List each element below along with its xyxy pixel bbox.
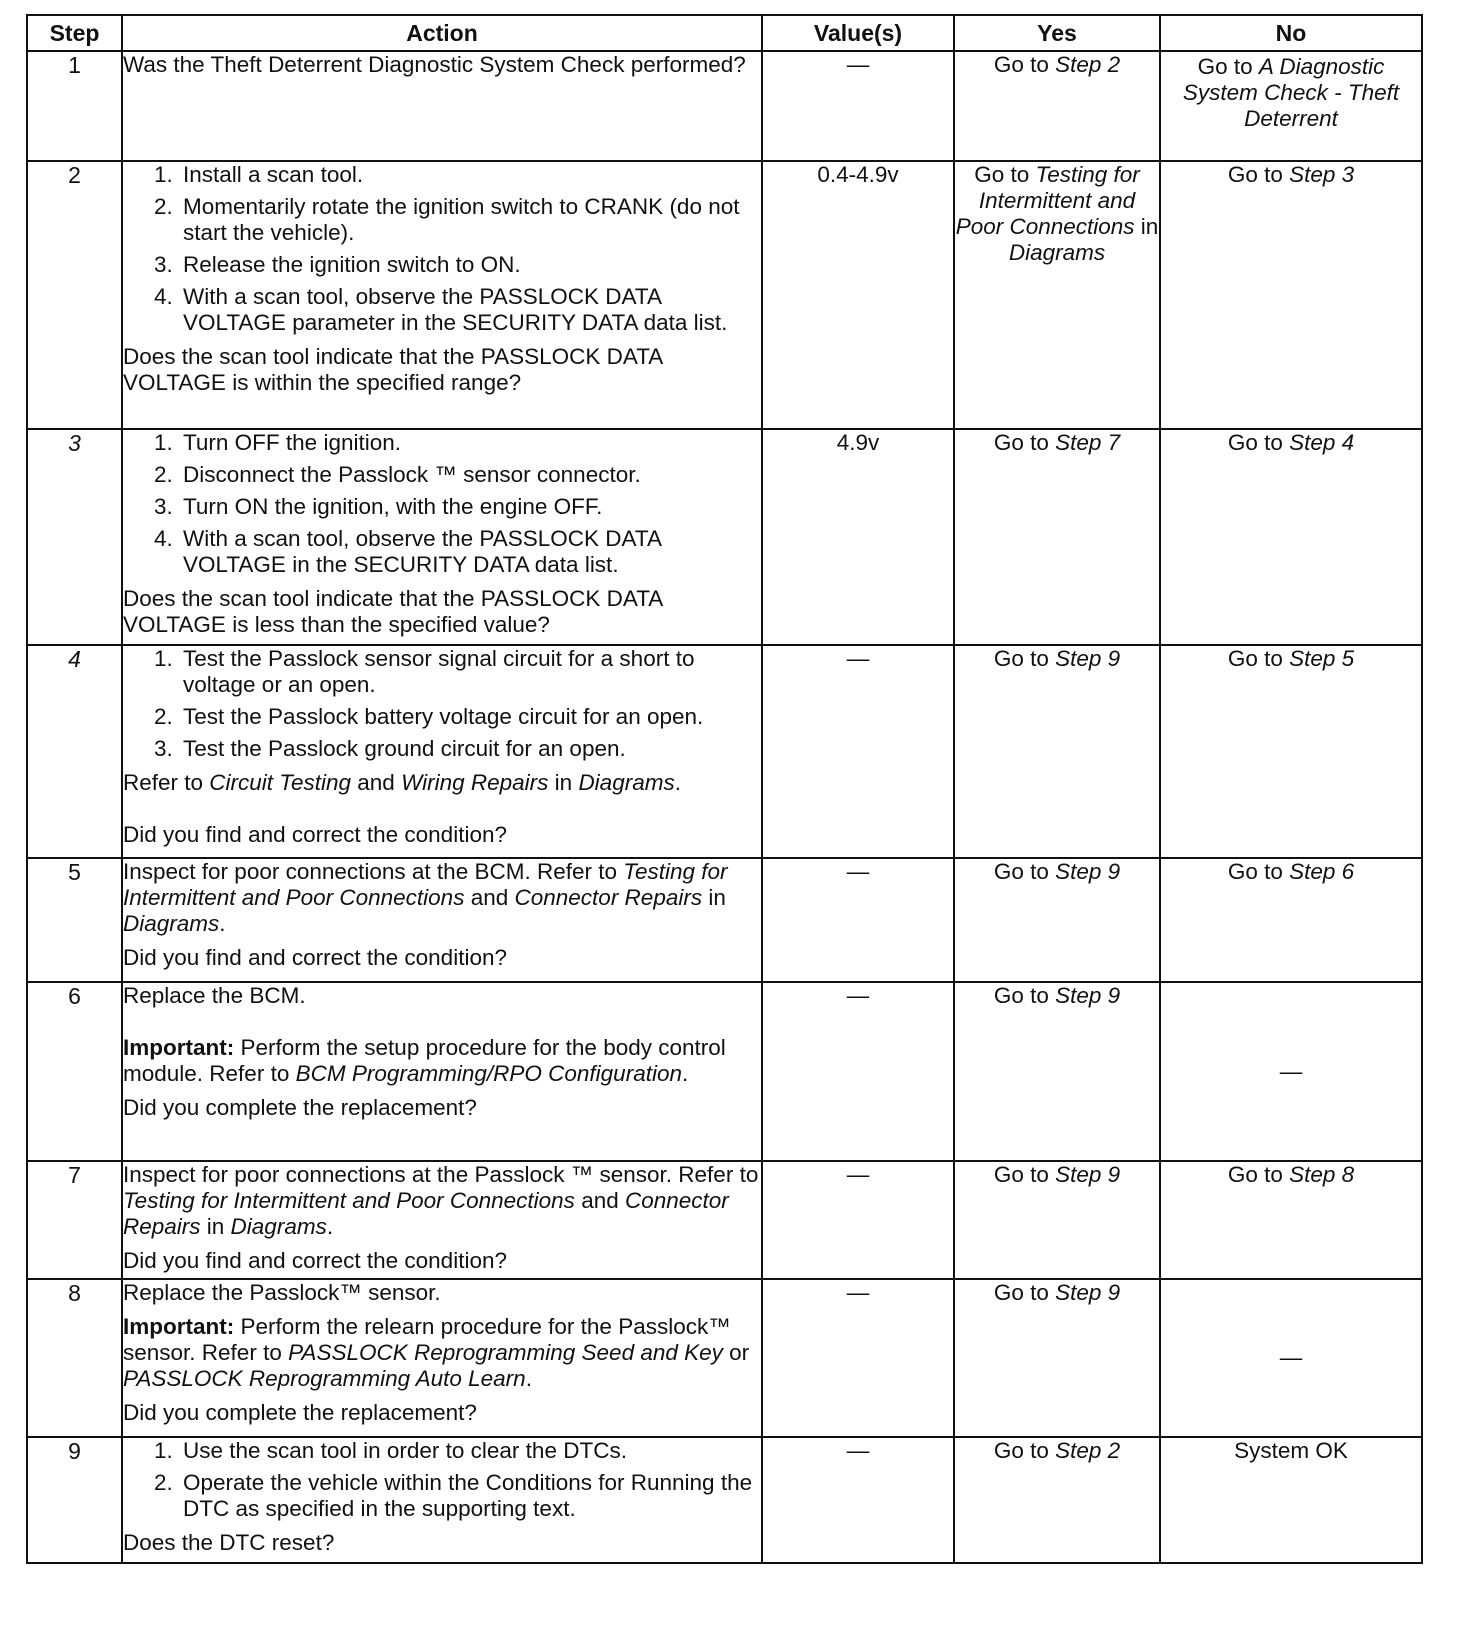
action-cell [122, 429, 762, 645]
yes-cell[interactable]: Go to Step 9 [954, 645, 1160, 858]
step-number: 2 [27, 161, 122, 429]
header-row [27, 15, 1422, 51]
no-link[interactable]: Step 5 [1289, 646, 1355, 671]
link-circuit-testing[interactable]: Circuit Testing [209, 770, 352, 795]
action-instruction: Inspect for poor connections at the Passlock ™ sensor. Refer to Testing for Intermittent and Poor Connections and Connector Repairs in Diagrams. [123, 1162, 759, 1239]
link-connector-repairs[interactable]: Connector Repairs [123, 1188, 729, 1239]
step-number: 6 [27, 982, 122, 1161]
no-link[interactable]: A Diagnostic System Check - Theft Deterrent [1182, 54, 1400, 131]
action-question: Did you find and correct the condition? [123, 945, 507, 970]
refer-text: Refer to Circuit Testing and Wiring Repairs in Diagrams. [123, 770, 681, 795]
list-item: 2. Operate the vehicle within the Conditions for Running the DTC as specified in the supporting text. [179, 1470, 761, 1522]
step-number: 1 [27, 51, 122, 161]
action-instruction: Replace the BCM. [123, 983, 306, 1008]
no-cell: — [1160, 1279, 1422, 1437]
action-question: Was the Theft Deterrent Diagnostic System Check performed? [123, 52, 746, 77]
no-link[interactable]: Step 6 [1289, 859, 1355, 884]
procedure-list [123, 1438, 761, 1522]
value-cell: — [762, 982, 954, 1161]
action-cell [122, 982, 762, 1161]
procedure-list [123, 430, 761, 578]
no-cell[interactable]: Go to Step 5 [1160, 645, 1422, 858]
table-row-step-9 [27, 1437, 1422, 1563]
spacer [123, 796, 761, 822]
yes-link[interactable]: Testing for Intermittent and Poor Connections [955, 162, 1140, 239]
step-number: 7 [27, 1161, 122, 1279]
header-action: Action [122, 15, 762, 51]
yes-cell[interactable]: Go to Step 7 [954, 429, 1160, 645]
value-cell: — [762, 51, 954, 161]
table-row-step-5 [27, 858, 1422, 982]
action-question: Does the scan tool indicate that the PASSLOCK DATA VOLTAGE is less than the specified value? [123, 586, 663, 637]
important-label: Important: [123, 1035, 235, 1060]
link-bcm-programming[interactable]: BCM Programming/RPO Configuration [295, 1061, 682, 1086]
action-question: Did you complete the replacement? [123, 1095, 477, 1120]
yes-link-diagrams[interactable]: Diagrams [1008, 240, 1106, 265]
table-row-step-7 [27, 1161, 1422, 1279]
step-number: 3 [27, 429, 122, 645]
important-note: Important: Perform the relearn procedure for the Passlock™ sensor. Refer to PASSLOCK Reprogramming Seed and Key or PASSLOCK Reprogramming Auto Learn. [123, 1314, 750, 1391]
no-link[interactable]: Step 8 [1289, 1162, 1355, 1187]
value-cell: 4.9v [762, 429, 954, 645]
link-wiring-repairs[interactable]: Wiring Repairs [401, 770, 549, 795]
no-cell[interactable]: Go to Step 3 [1160, 161, 1422, 429]
yes-cell[interactable]: Go to Step 9 [954, 982, 1160, 1161]
yes-link[interactable]: Step 2 [1055, 1438, 1121, 1463]
action-cell [122, 161, 762, 429]
spacer [123, 1009, 761, 1035]
no-cell[interactable]: Go to Step 6 [1160, 858, 1422, 982]
link-connector-repairs[interactable]: Connector Repairs [514, 885, 703, 910]
value-cell: 0.4-4.9v [762, 161, 954, 429]
important-label: Important: [123, 1314, 235, 1339]
list-item: 1. Turn OFF the ignition. [179, 430, 761, 456]
no-link[interactable]: Step 3 [1289, 162, 1355, 187]
list-item: 4. With a scan tool, observe the PASSLOCK DATA VOLTAGE parameter in the SECURITY DATA data list. [179, 284, 761, 336]
list-item: 2. Test the Passlock battery voltage circuit for an open. [179, 704, 761, 730]
no-cell[interactable]: Go to Step 4 [1160, 429, 1422, 645]
header-value: Value(s) [762, 15, 954, 51]
yes-link[interactable]: Step 9 [1055, 646, 1121, 671]
link-passlock-seed-key[interactable]: PASSLOCK Reprogramming Seed and Key [288, 1340, 723, 1365]
procedure-list [123, 162, 761, 336]
header-no: No [1160, 15, 1422, 51]
yes-link[interactable]: Step 9 [1055, 983, 1121, 1008]
action-question: Does the scan tool indicate that the PASSLOCK DATA VOLTAGE is within the specified range? [123, 344, 663, 395]
value-cell: — [762, 1279, 954, 1437]
yes-link[interactable]: Step 7 [1055, 430, 1121, 455]
no-cell[interactable]: Go to A Diagnostic System Check - Theft Deterrent [1160, 51, 1422, 161]
list-item: 4. With a scan tool, observe the PASSLOCK DATA VOLTAGE in the SECURITY DATA data list. [179, 526, 761, 578]
header-step: Step [27, 15, 122, 51]
list-item: 3. Test the Passlock ground circuit for an open. [179, 736, 761, 762]
table-row-step-3 [27, 429, 1422, 645]
yes-cell[interactable]: Go to Step 2 [954, 51, 1160, 161]
list-item: 1. Install a scan tool. [179, 162, 761, 188]
step-number: 4 [27, 645, 122, 858]
value-cell: — [762, 1437, 954, 1563]
step-number: 8 [27, 1279, 122, 1437]
header-yes: Yes [954, 15, 1160, 51]
action-question: Does the DTC reset? [123, 1530, 335, 1555]
step-number: 5 [27, 858, 122, 982]
yes-cell[interactable]: Go to Step 2 [954, 1437, 1160, 1563]
link-testing-intermittent[interactable]: Testing for Intermittent and Poor Connections [123, 1188, 575, 1213]
action-cell [122, 1279, 762, 1437]
table-row-step-4 [27, 645, 1422, 858]
list-item: 1. Use the scan tool in order to clear the DTCs. [179, 1438, 761, 1464]
no-cell: System OK [1160, 1437, 1422, 1563]
list-item: 2. Disconnect the Passlock ™ sensor connector. [179, 462, 761, 488]
yes-cell[interactable]: Go to Testing for Intermittent and Poor Connections in Diagrams [954, 161, 1160, 429]
yes-cell[interactable]: Go to Step 9 [954, 1161, 1160, 1279]
important-note: Important: Perform the setup procedure for the body control module. Refer to BCM Programming/RPO Configuration. [123, 1035, 726, 1086]
link-passlock-auto-learn[interactable]: PASSLOCK Reprogramming Auto Learn [123, 1366, 526, 1391]
action-cell [122, 645, 762, 858]
action-question: Did you find and correct the condition? [123, 1248, 507, 1273]
table-row-step-1 [27, 51, 1422, 161]
value-cell: — [762, 1161, 954, 1279]
yes-link[interactable]: Step 9 [1055, 859, 1121, 884]
link-diagrams[interactable]: Diagrams [578, 770, 675, 795]
link-diagrams[interactable]: Diagrams [123, 911, 220, 936]
action-instruction: Replace the Passlock™ sensor. [123, 1280, 441, 1305]
action-cell [122, 1161, 762, 1279]
action-instruction: Inspect for poor connections at the BCM. Refer to Testing for Intermittent and Poor Connections and Connector Repairs in Diagrams. [123, 859, 728, 936]
link-diagrams[interactable]: Diagrams [230, 1214, 327, 1239]
table-row-step-6 [27, 982, 1422, 1161]
action-cell [122, 858, 762, 982]
yes-cell[interactable]: Go to Step 9 [954, 858, 1160, 982]
value-cell: — [762, 858, 954, 982]
step-number: 9 [27, 1437, 122, 1563]
yes-cell[interactable]: Go to Step 9 [954, 1279, 1160, 1437]
action-cell [122, 51, 762, 161]
list-item: 2. Momentarily rotate the ignition switch to CRANK (do not start the vehicle). [179, 194, 761, 246]
diagnostic-table [26, 14, 1423, 1564]
no-link[interactable]: Step 4 [1289, 430, 1355, 455]
table-row-step-8 [27, 1279, 1422, 1437]
list-item: 3. Release the ignition switch to ON. [179, 252, 761, 278]
list-item: 1. Test the Passlock sensor signal circuit for a short to voltage or an open. [179, 646, 761, 698]
action-question: Did you complete the replacement? [123, 1400, 477, 1425]
table-row-step-2 [27, 161, 1422, 429]
no-cell[interactable]: Go to Step 8 [1160, 1161, 1422, 1279]
procedure-list [123, 646, 761, 762]
yes-link[interactable]: Step 2 [1055, 52, 1121, 77]
no-cell: — [1160, 982, 1422, 1161]
yes-link[interactable]: Step 9 [1055, 1162, 1121, 1187]
yes-link[interactable]: Step 9 [1055, 1280, 1121, 1305]
list-item: 3. Turn ON the ignition, with the engine OFF. [179, 494, 761, 520]
action-cell [122, 1437, 762, 1563]
link-testing-intermittent[interactable]: Testing for Intermittent and Poor Connections [123, 859, 728, 910]
value-cell: — [762, 645, 954, 858]
action-question: Did you find and correct the condition? [123, 822, 507, 847]
